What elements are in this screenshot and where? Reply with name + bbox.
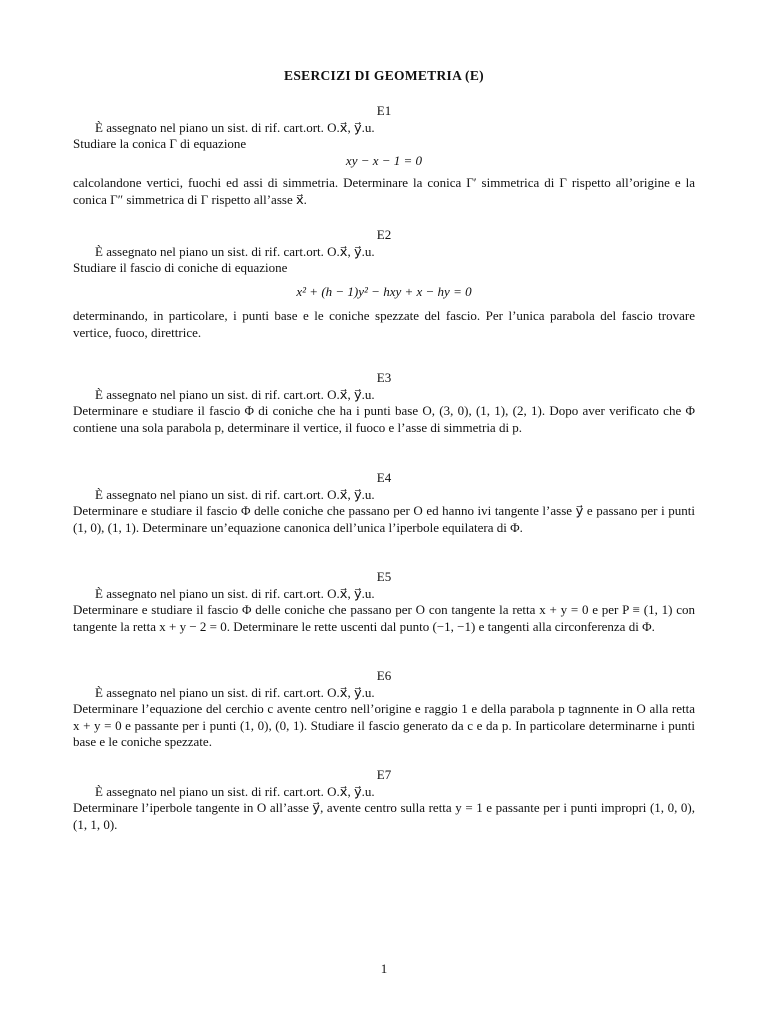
exercise-e4 [73, 470, 695, 536]
exercise-text: Determinare e studiare il fascio Φ delle coniche che passano per O con tangente la retta x + y = 0 e per P ≡ (1, 1) con tangente la retta x + y − 2 = 0. Determinare le rette uscenti dal punto (−1, −1) e tangenti alla circonferenza di Φ. [73, 602, 695, 634]
exercise-text: Determinare e studiare il fascio Φ delle coniche che passano per O ed hanno ivi tangente l’asse y⃗ e passano per i punti (1, 0), (1, 1). Determinare un’equazione canonica dell’unica l’iperbole equilatera di Φ. [73, 503, 695, 535]
exercise-intro: È assegnato nel piano un sist. di rif. cart.ort. O.x⃗, y⃗.u. [95, 684, 375, 700]
exercise-intro: È assegnato nel piano un sist. di rif. cart.ort. O.x⃗, y⃗.u. [95, 783, 375, 799]
exercise-text: determinando, in particolare, i punti base e le coniche spezzate del fascio. Per l’unica parabola del fascio trovare vertice, fuoco, direttrice. [73, 308, 695, 340]
exercise-text: calcolandone vertici, fuochi ed assi di simmetria. Determinare la conica Γ′ simmetrica di Γ rispetto all’origine e la conica Γ″ simmetrica di Γ rispetto all’asse x⃗. [73, 175, 695, 207]
exercise-label: E7 [376, 767, 392, 782]
exercise-text: Studiare il fascio di coniche di equazione [73, 260, 288, 275]
exercise-e1 [73, 103, 695, 208]
exercise-label: E3 [376, 370, 392, 385]
document-title: ESERCIZI DI GEOMETRIA (E) [284, 68, 484, 83]
exercise-e5 [73, 569, 695, 635]
page-number: 1 [380, 961, 388, 976]
exercise-intro: È assegnato nel piano un sist. di rif. cart.ort. O.x⃗, y⃗.u. [95, 243, 375, 259]
exercise-intro: È assegnato nel piano un sist. di rif. cart.ort. O.x⃗, y⃗.u. [95, 585, 375, 601]
exercise-equation: xy − x − 1 = 0 [345, 152, 423, 168]
exercise-e2 [73, 227, 695, 341]
exercise-label: E5 [376, 569, 392, 584]
document-page [73, 0, 695, 1024]
exercise-e3 [73, 370, 695, 436]
exercise-text: Determinare l’equazione del cerchio c avente centro nell’origine e raggio 1 e della parabola p tagnnente in O alla retta x + y = 0 e passante per i punti (1, 0), (0, 1). Studiare il fascio generato da c e da p. In particolare determinarne i punti base e le coniche spezzate. [73, 701, 695, 749]
exercise-label: E4 [376, 470, 392, 485]
exercise-intro: È assegnato nel piano un sist. di rif. cart.ort. O.x⃗, y⃗.u. [95, 386, 375, 402]
exercise-label: E6 [376, 668, 392, 683]
exercise-e7 [73, 767, 695, 833]
exercise-text: Studiare la conica Γ di equazione [73, 136, 247, 151]
exercise-e6 [73, 668, 695, 751]
exercise-intro: È assegnato nel piano un sist. di rif. cart.ort. O.x⃗, y⃗.u. [95, 119, 375, 135]
exercise-label: E2 [376, 227, 392, 242]
exercise-intro: È assegnato nel piano un sist. di rif. cart.ort. O.x⃗, y⃗.u. [95, 486, 375, 502]
exercise-text: Determinare e studiare il fascio Φ di coniche che ha i punti base O, (3, 0), (1, 1), (2, 1). Dopo aver verificato che Φ contiene una sola parabola p, determinare il vertice, il fuoco e l’asse di simmetria di p. [73, 403, 695, 435]
exercise-text: Determinare l’iperbole tangente in O all’asse y⃗, avente centro sulla retta y = 1 e passante per i punti impropri (1, 0, 0), (1, 1, 0). [73, 800, 695, 832]
exercise-label: E1 [376, 103, 392, 118]
exercise-equation: x² + (h − 1)y² − hxy + x − hy = 0 [296, 283, 472, 299]
